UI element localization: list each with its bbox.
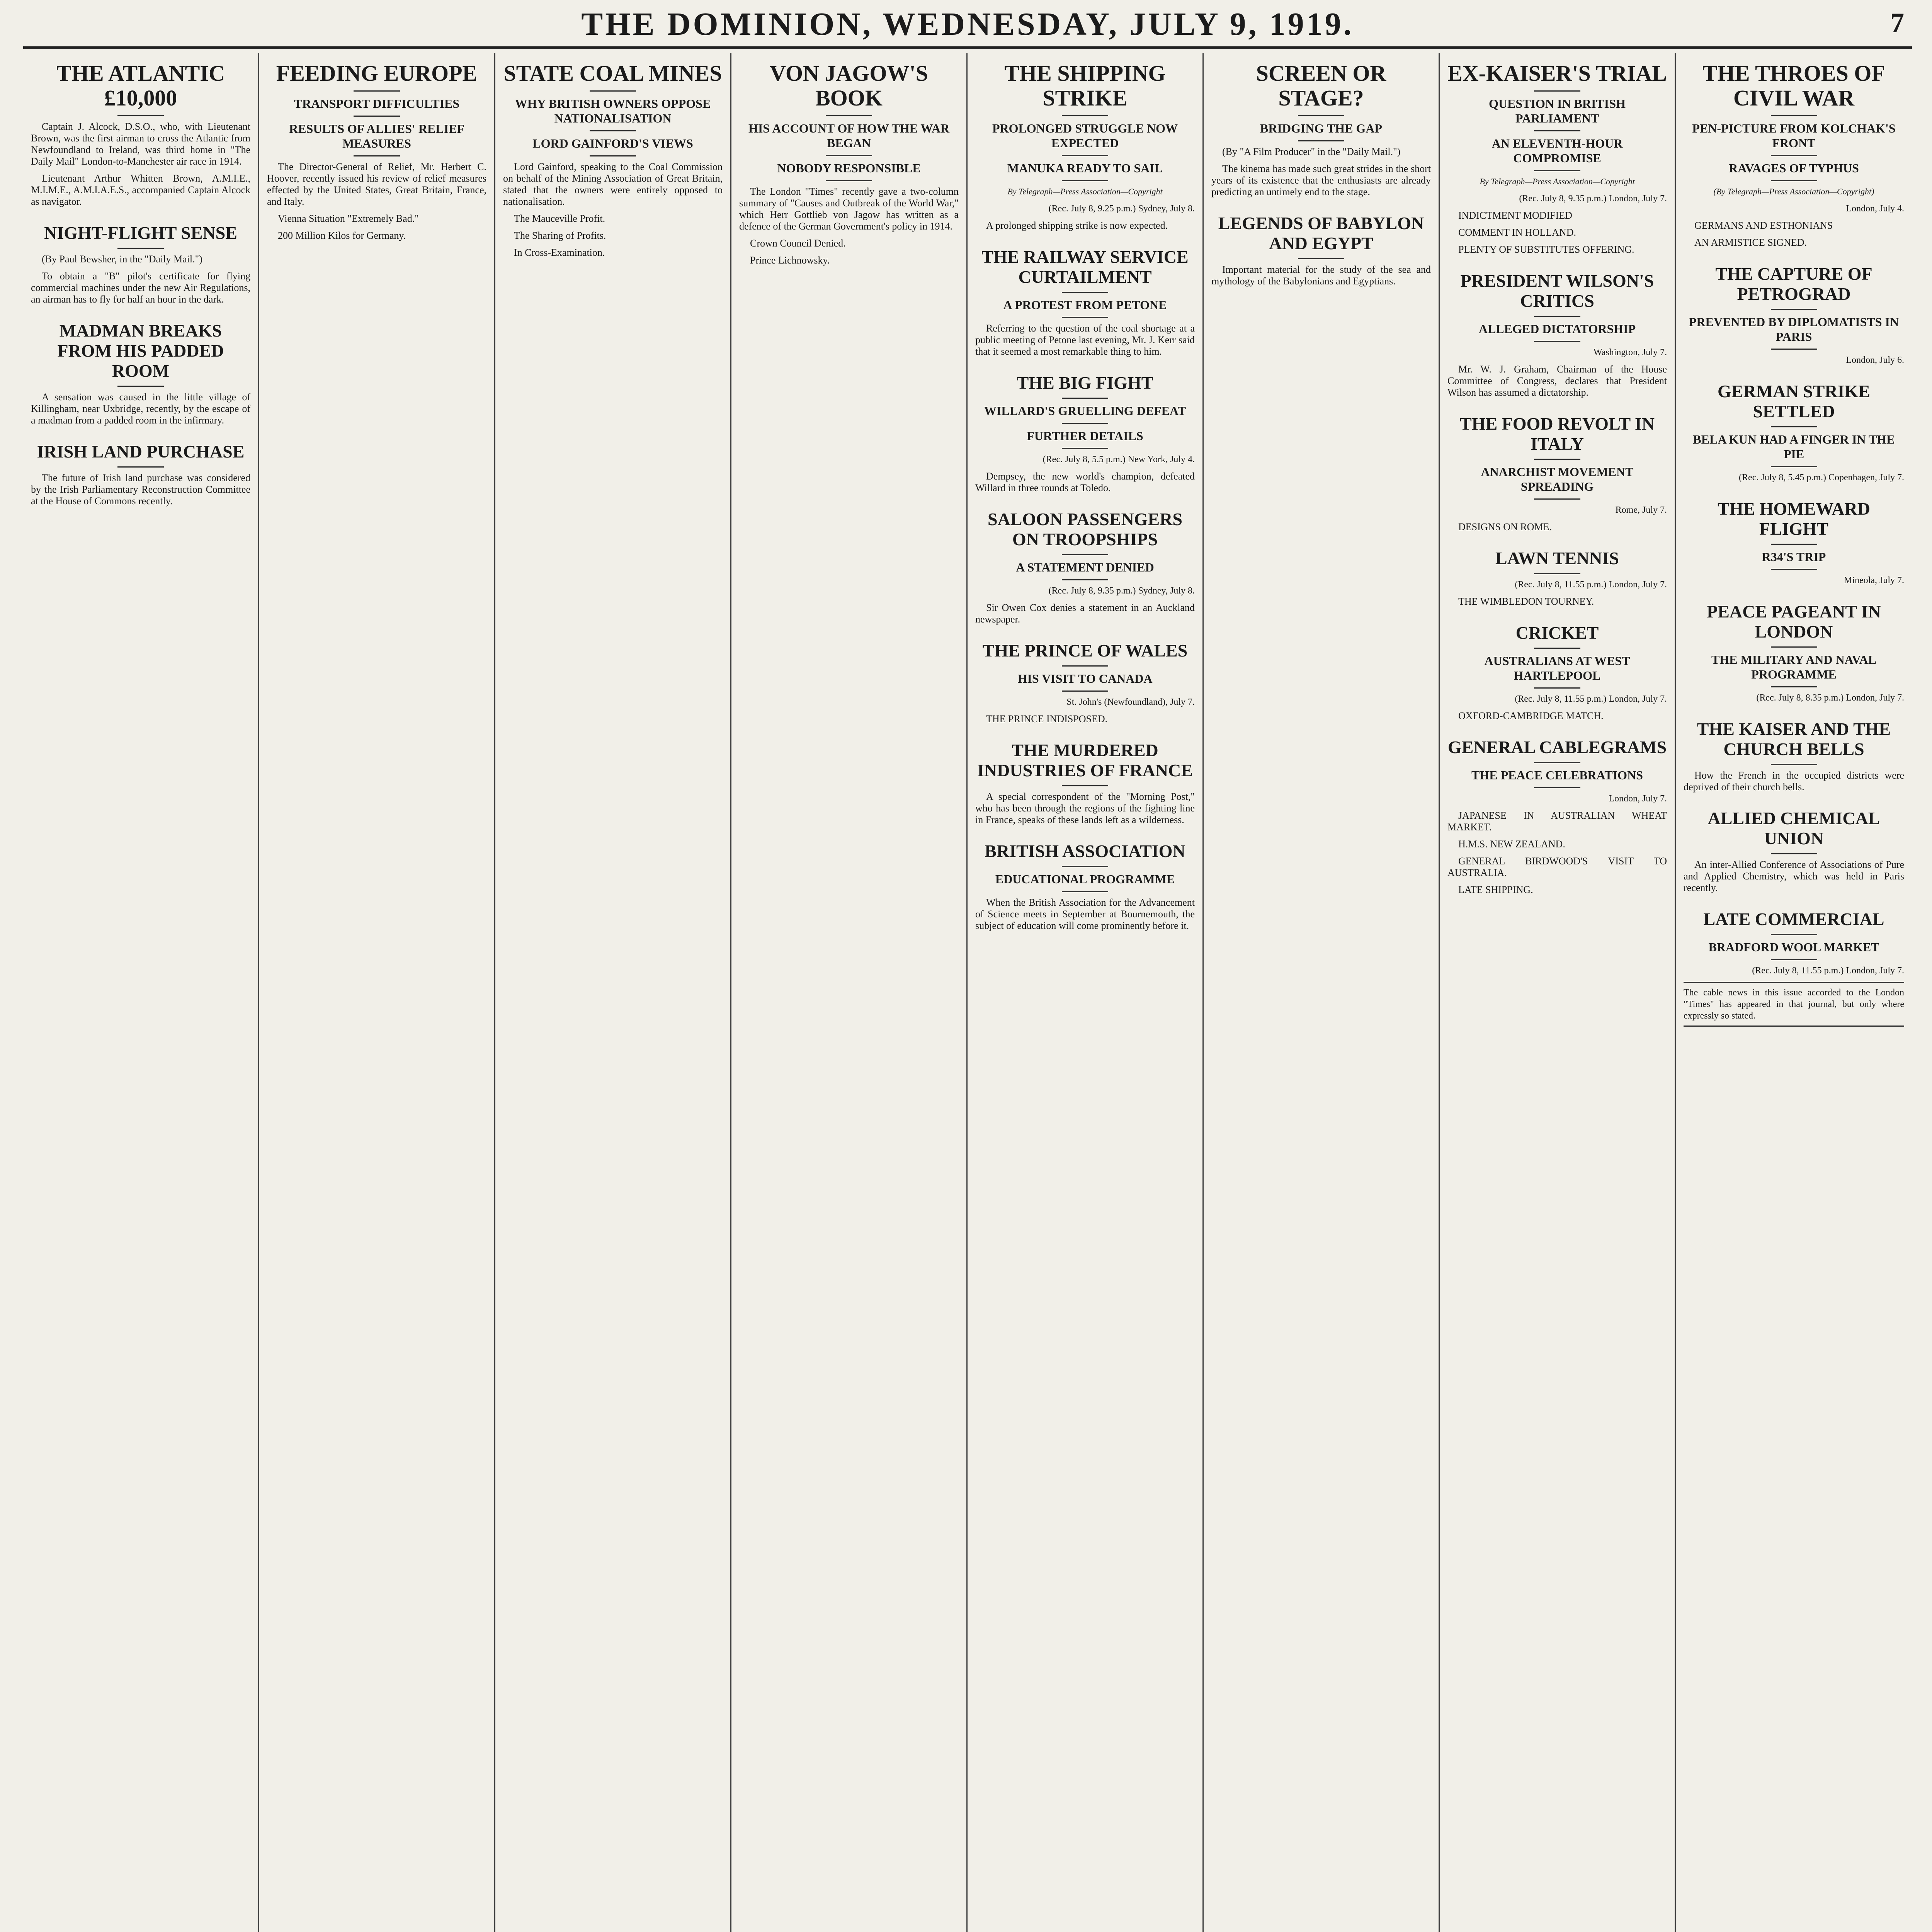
article-text: COMMENT IN HOLLAND.	[1458, 227, 1577, 238]
divider	[1534, 787, 1580, 788]
article	[503, 61, 723, 259]
article-subheading: RAVAGES OF TYPHUS	[1729, 161, 1859, 175]
divider	[1771, 764, 1817, 765]
article-heading: SALOON PASSENGERS ON TROOPSHIPS	[987, 509, 1182, 549]
article-subheading: PREVENTED BY DIPLOMATISTS IN PARIS	[1689, 315, 1899, 344]
article-heading: CRICKET	[1515, 623, 1599, 643]
article-text: A special correspondent of the "Morning Post," who has been through the regions of the fighting line in France, speaks of these lands left as a wilderness.	[975, 791, 1195, 825]
masthead-title: THE DOMINION, WEDNESDAY, JULY 9, 1919.	[581, 6, 1354, 42]
article-text: INDICTMENT MODIFIED	[1458, 210, 1572, 221]
divider	[1771, 115, 1817, 116]
article	[31, 442, 250, 507]
article-subheading: PEN-PICTURE FROM KOLCHAK'S FRONT	[1692, 121, 1896, 150]
article-subheading: QUESTION IN BRITISH PARLIAMENT	[1489, 97, 1626, 125]
article-text: Referring to the question of the coal shortage at a public meeting of Petone last evening, Mr. J. Kerr said that it seemed a most remarkable thing to him.	[975, 323, 1195, 357]
divider	[1062, 554, 1108, 555]
divider	[826, 180, 872, 181]
article-heading: SCREEN OR STAGE?	[1256, 61, 1386, 111]
divider	[1771, 349, 1817, 350]
article-text: Mineola, July 7.	[1844, 575, 1904, 585]
divider	[1534, 341, 1580, 342]
article-subheading: BELA KUN HAD A FINGER IN THE PIE	[1693, 432, 1895, 461]
article-text: (By Telegraph—Press Association—Copyright)	[1713, 187, 1874, 196]
article	[1684, 264, 1904, 366]
article	[1684, 719, 1904, 793]
article-subheading: TRANSPORT DIFFICULTIES	[294, 97, 460, 111]
article-subheading: AUSTRALIANS AT WEST HARTLEPOOL	[1484, 654, 1630, 682]
article-subheading: FURTHER DETAILS	[1027, 429, 1143, 443]
article	[1211, 213, 1431, 287]
article-text: (By "A Film Producer" in the "Daily Mail.")	[1222, 146, 1401, 157]
column-1	[23, 53, 259, 1932]
article-text: (Rec. July 8, 9.35 p.m.) London, July 7.	[1519, 194, 1667, 204]
article-text: By Telegraph—Press Association—Copyright	[1480, 177, 1635, 186]
article-heading: IRISH LAND PURCHASE	[37, 442, 245, 461]
article-subheading: BRIDGING THE GAP	[1260, 121, 1382, 135]
divider	[1298, 258, 1344, 259]
divider	[1298, 140, 1344, 141]
divider	[590, 155, 636, 156]
article-subheading: A PROTEST FROM PETONE	[1003, 298, 1167, 312]
article	[1684, 808, 1904, 894]
divider	[1298, 115, 1344, 116]
article-heading: GENERAL CABLEGRAMS	[1447, 737, 1667, 757]
masthead	[23, 0, 1912, 49]
article-text: The Director-General of Relief, Mr. Herbert C. Hoover, recently issued his review of relief measures effected by the United States, Great Britain, France, and Italy.	[267, 161, 486, 207]
article-text: How the French in the occupied districts were deprived of their church bells.	[1684, 770, 1904, 793]
column-2	[259, 53, 495, 1932]
divider	[1771, 569, 1817, 570]
divider	[117, 115, 164, 116]
article-text: The London "Times" recently gave a two-column summary of "Causes and Outbreak of the World War," which Herr Gottlieb von Jagow has written as a defence of the German Government's policy in 1914.	[739, 186, 959, 232]
article-subheading: PROLONGED STRUGGLE NOW EXPECTED	[992, 121, 1178, 150]
divider	[1534, 648, 1580, 649]
divider	[1062, 891, 1108, 892]
article-subheading: AN ELEVENTH-HOUR COMPROMISE	[1492, 136, 1623, 165]
article-heading: PRESIDENT WILSON'S CRITICS	[1460, 271, 1654, 311]
article-heading: MADMAN BREAKS FROM HIS PADDED ROOM	[57, 321, 224, 381]
article-heading: THE PRINCE OF WALES	[982, 641, 1188, 660]
article-heading: LEGENDS OF BABYLON AND EGYPT	[1218, 213, 1424, 253]
article-text: Rome, July 7.	[1615, 505, 1667, 515]
article-text: Lord Gainford, speaking to the Coal Commission on behalf of the Mining Association of Great Britain, stated that the owners were entirely opposed to nationalisation.	[503, 161, 723, 207]
article-subheading: WILLARD'S GRUELLING DEFEAT	[984, 404, 1186, 418]
divider	[117, 248, 164, 249]
divider	[1771, 309, 1817, 310]
divider	[1062, 423, 1108, 424]
article-heading: THE BIG FIGHT	[1017, 373, 1153, 393]
article	[1447, 623, 1667, 722]
divider	[1062, 579, 1108, 580]
article-subheading: ALLEGED DICTATORSHIP	[1478, 322, 1636, 336]
divider	[1062, 448, 1108, 449]
column-7	[1440, 53, 1676, 1932]
article	[1447, 61, 1667, 255]
column-3	[495, 53, 731, 1932]
divider	[1534, 170, 1580, 171]
article	[1211, 61, 1431, 198]
divider	[1534, 130, 1580, 131]
article-text: An inter-Allied Conference of Associations of Pure and Applied Chemistry, which was held in Paris recently.	[1684, 859, 1904, 893]
article-heading: THE THROES OF CIVIL WAR	[1702, 61, 1885, 111]
article	[975, 247, 1195, 357]
article-subheading: THE MILITARY AND NAVAL PROGRAMME	[1711, 653, 1877, 681]
article	[1684, 909, 1904, 1027]
article-text: The Mauceville Profit.	[514, 213, 605, 224]
article-text: (Rec. July 8, 5.5 p.m.) New York, July 4.	[1043, 454, 1195, 464]
article	[31, 321, 250, 426]
article	[1447, 548, 1667, 607]
divider	[1062, 115, 1108, 116]
article-text: London, July 4.	[1846, 204, 1904, 214]
article-text: Sir Owen Cox denies a statement in an Auckland newspaper.	[975, 602, 1195, 625]
article-heading: THE FOOD REVOLT IN ITALY	[1460, 414, 1655, 454]
article	[975, 740, 1195, 826]
divider	[1771, 853, 1817, 854]
article-text: Washington, July 7.	[1593, 347, 1667, 357]
article-subheading: MANUKA READY TO SAIL	[1007, 161, 1163, 175]
article-subheading: R34'S TRIP	[1762, 550, 1826, 564]
article-subheading: LORD GAINFORD'S VIEWS	[532, 136, 693, 150]
divider	[117, 466, 164, 468]
divider	[826, 155, 872, 156]
article-text: London, July 7.	[1609, 794, 1667, 804]
article-text: The future of Irish land purchase was considered by the Irish Parliamentary Reconstruction Committee at the House of Commons recently.	[31, 472, 250, 507]
divider	[1771, 646, 1817, 648]
divider	[590, 90, 636, 92]
article-text: Vienna Situation "Extremely Bad."	[278, 213, 419, 224]
divider	[1062, 155, 1108, 156]
article-heading: LAWN TENNIS	[1495, 548, 1619, 568]
article-heading: FEEDING EUROPE	[276, 61, 478, 86]
article-text: When the British Association for the Advancement of Science meets in September at Bournemouth, the subject of education will come prominently before it.	[975, 897, 1195, 931]
article-heading: ALLIED CHEMICAL UNION	[1708, 808, 1880, 848]
column-8	[1676, 53, 1912, 1932]
article-text: By Telegraph—Press Association—Copyright	[1007, 187, 1163, 196]
article-text: A sensation was caused in the little village of Killingham, near Uxbridge, recently, by the escape of a madman from a padded room in the infirmary.	[31, 391, 250, 426]
article-text: H.M.S. NEW ZEALAND.	[1458, 838, 1565, 850]
divider	[1062, 785, 1108, 786]
article	[975, 61, 1195, 231]
column-5	[968, 53, 1204, 1932]
article-heading: THE HOMEWARD FLIGHT	[1718, 499, 1870, 539]
article-heading: LATE COMMERCIAL	[1703, 909, 1884, 929]
article-text: Important material for the study of the sea and mythology of the Babylonians and Egyptians.	[1211, 264, 1431, 287]
article	[1447, 737, 1667, 896]
article-heading: BRITISH ASSOCIATION	[985, 841, 1185, 861]
article-text: PLENTY OF SUBSTITUTES OFFERING.	[1458, 244, 1634, 255]
divider	[1771, 934, 1817, 935]
article	[975, 641, 1195, 725]
column-4	[731, 53, 968, 1932]
article-heading: EX-KAISER'S TRIAL	[1447, 61, 1667, 86]
article-text: The cable news in this issue accorded to the London "Times" has appeared in that journal, but only where expressly so stated.	[1684, 982, 1904, 1027]
article-text: 200 Million Kilos for Germany.	[278, 230, 406, 241]
divider	[1534, 573, 1580, 574]
article-heading: VON JAGOW'S BOOK	[770, 61, 928, 111]
divider	[1062, 317, 1108, 318]
article-text: (Rec. July 8, 9.25 p.m.) Sydney, July 8.	[1048, 204, 1195, 214]
column-6	[1204, 53, 1440, 1932]
article-text: A prolonged shipping strike is now expected.	[986, 220, 1168, 231]
divider	[1771, 466, 1817, 467]
divider	[1771, 686, 1817, 687]
divider	[1534, 90, 1580, 92]
article-heading: PEACE PAGEANT IN LONDON	[1707, 602, 1881, 641]
divider	[1534, 498, 1580, 500]
article-text: London, July 6.	[1846, 355, 1904, 365]
divider	[354, 116, 400, 117]
article-text: (Rec. July 8, 5.45 p.m.) Copenhagen, July 7.	[1739, 473, 1904, 483]
article-text: (Rec. July 8, 11.55 p.m.) London, July 7.	[1515, 694, 1667, 704]
divider	[1771, 959, 1817, 960]
divider	[1534, 459, 1580, 460]
divider	[1534, 687, 1580, 689]
article	[975, 509, 1195, 625]
article-text: Captain J. Alcock, D.S.O., who, with Lieutenant Brown, was the first airman to cross the Atlantic from Newfoundland to Ireland, was third home in "The Daily Mail" London-to-Manchester air race in 1914.	[31, 121, 250, 167]
article-subheading: A STATEMENT DENIED	[1016, 560, 1154, 574]
article	[739, 61, 959, 266]
article-heading: GERMAN STRIKE SETTLED	[1718, 381, 1870, 421]
article-text: Lieutenant Arthur Whitten Brown, A.M.I.E., M.I.M.E., A.M.I.A.E.S., accompanied Captain Alcock as navigator.	[31, 173, 250, 207]
article-text: (Rec. July 8, 8.35 p.m.) London, July 7.	[1756, 693, 1904, 703]
article-heading: THE CAPTURE OF PETROGRAD	[1715, 264, 1872, 304]
article-subheading: EDUCATIONAL PROGRAMME	[995, 872, 1175, 886]
divider	[1062, 665, 1108, 667]
article-heading: STATE COAL MINES	[503, 61, 722, 86]
divider	[1771, 544, 1817, 545]
article-text: The kinema has made such great strides in the short years of its existence that the enthusiasts are already predicting an untimely end to the stage.	[1211, 163, 1431, 197]
article-heading: THE ATLANTIC £10,000	[56, 61, 225, 111]
article-subheading: HIS VISIT TO CANADA	[1017, 672, 1153, 685]
article-text: LATE SHIPPING.	[1458, 884, 1533, 895]
divider	[354, 90, 400, 92]
article-subheading: WHY BRITISH OWNERS OPPOSE NATIONALISATION	[515, 97, 711, 125]
article	[31, 223, 250, 305]
article-heading: THE RAILWAY SERVICE CURTAILMENT	[981, 247, 1189, 287]
article-text: GENERAL BIRDWOOD'S VISIT TO AUSTRALIA.	[1447, 855, 1667, 878]
article-subheading: BRADFORD WOOL MARKET	[1708, 940, 1879, 954]
article-text: Dempsey, the new world's champion, defeated Willard in three rounds at Toledo.	[975, 471, 1195, 493]
article-text: JAPANESE IN AUSTRALIAN WHEAT MARKET.	[1447, 810, 1667, 833]
article-text: THE WIMBLEDON TOURNEY.	[1458, 596, 1594, 607]
article-text: Mr. W. J. Graham, Chairman of the House Committee of Congress, declares that President Wilson has assumed a dictatorship.	[1447, 364, 1667, 398]
article-text: Prince Lichnowsky.	[750, 255, 830, 266]
divider	[1062, 292, 1108, 293]
article-text: GERMANS AND ESTHONIANS	[1694, 220, 1833, 231]
divider	[1534, 316, 1580, 317]
article	[975, 373, 1195, 494]
article-heading: NIGHT-FLIGHT SENSE	[44, 223, 237, 243]
article	[1447, 271, 1667, 398]
divider	[826, 115, 872, 116]
article-subheading: HIS ACCOUNT OF HOW THE WAR BEGAN	[748, 121, 950, 150]
divider	[117, 386, 164, 387]
divider	[1062, 690, 1108, 692]
divider	[1062, 180, 1108, 181]
article	[1447, 414, 1667, 533]
columns	[23, 53, 1912, 1932]
article-text: The Sharing of Profits.	[514, 230, 606, 241]
article-text: (By Paul Bewsher, in the "Daily Mail.")	[42, 253, 202, 265]
article-text: To obtain a "B" pilot's certificate for flying commercial machines under the new Air Regulations, an airman has to fly for half an hour in the dark.	[31, 270, 250, 305]
article-text: THE PRINCE INDISPOSED.	[986, 713, 1108, 724]
divider	[1062, 398, 1108, 399]
article	[31, 61, 250, 207]
article-text: St. John's (Newfoundland), July 7.	[1066, 697, 1195, 707]
article-subheading: ANARCHIST MOVEMENT SPREADING	[1481, 465, 1634, 493]
article-text: (Rec. July 8, 9.35 p.m.) Sydney, July 8.	[1048, 586, 1195, 596]
article-heading: THE SHIPPING STRIKE	[1004, 61, 1166, 111]
article-text: (Rec. July 8, 11.55 p.m.) London, July 7.	[1752, 966, 1904, 976]
article-subheading: RESULTS OF ALLIES' RELIEF MEASURES	[289, 122, 464, 150]
page-number: 7	[1890, 7, 1904, 38]
article-text: AN ARMISTICE SIGNED.	[1694, 237, 1807, 248]
divider	[590, 130, 636, 131]
article-heading: THE MURDERED INDUSTRIES OF FRANCE	[977, 740, 1193, 780]
article-text: Crown Council Denied.	[750, 238, 846, 249]
divider	[354, 155, 400, 156]
article-text: OXFORD-CAMBRIDGE MATCH.	[1458, 710, 1604, 721]
article-text: In Cross-Examination.	[514, 247, 605, 258]
divider	[1771, 155, 1817, 156]
article-text: DESIGNS ON ROME.	[1458, 521, 1552, 532]
article	[975, 841, 1195, 932]
divider	[1771, 426, 1817, 427]
article	[1684, 602, 1904, 704]
article	[1684, 499, 1904, 586]
article	[1684, 61, 1904, 248]
article-text: (Rec. July 8, 11.55 p.m.) London, July 7.	[1515, 580, 1667, 590]
article	[1684, 381, 1904, 483]
article-subheading: THE PEACE CELEBRATIONS	[1471, 768, 1643, 782]
divider	[1771, 180, 1817, 181]
divider	[1062, 866, 1108, 867]
article-subheading: NOBODY RESPONSIBLE	[777, 161, 921, 175]
divider	[1534, 762, 1580, 763]
article-heading: THE KAISER AND THE CHURCH BELLS	[1697, 719, 1891, 759]
article	[267, 61, 486, 242]
